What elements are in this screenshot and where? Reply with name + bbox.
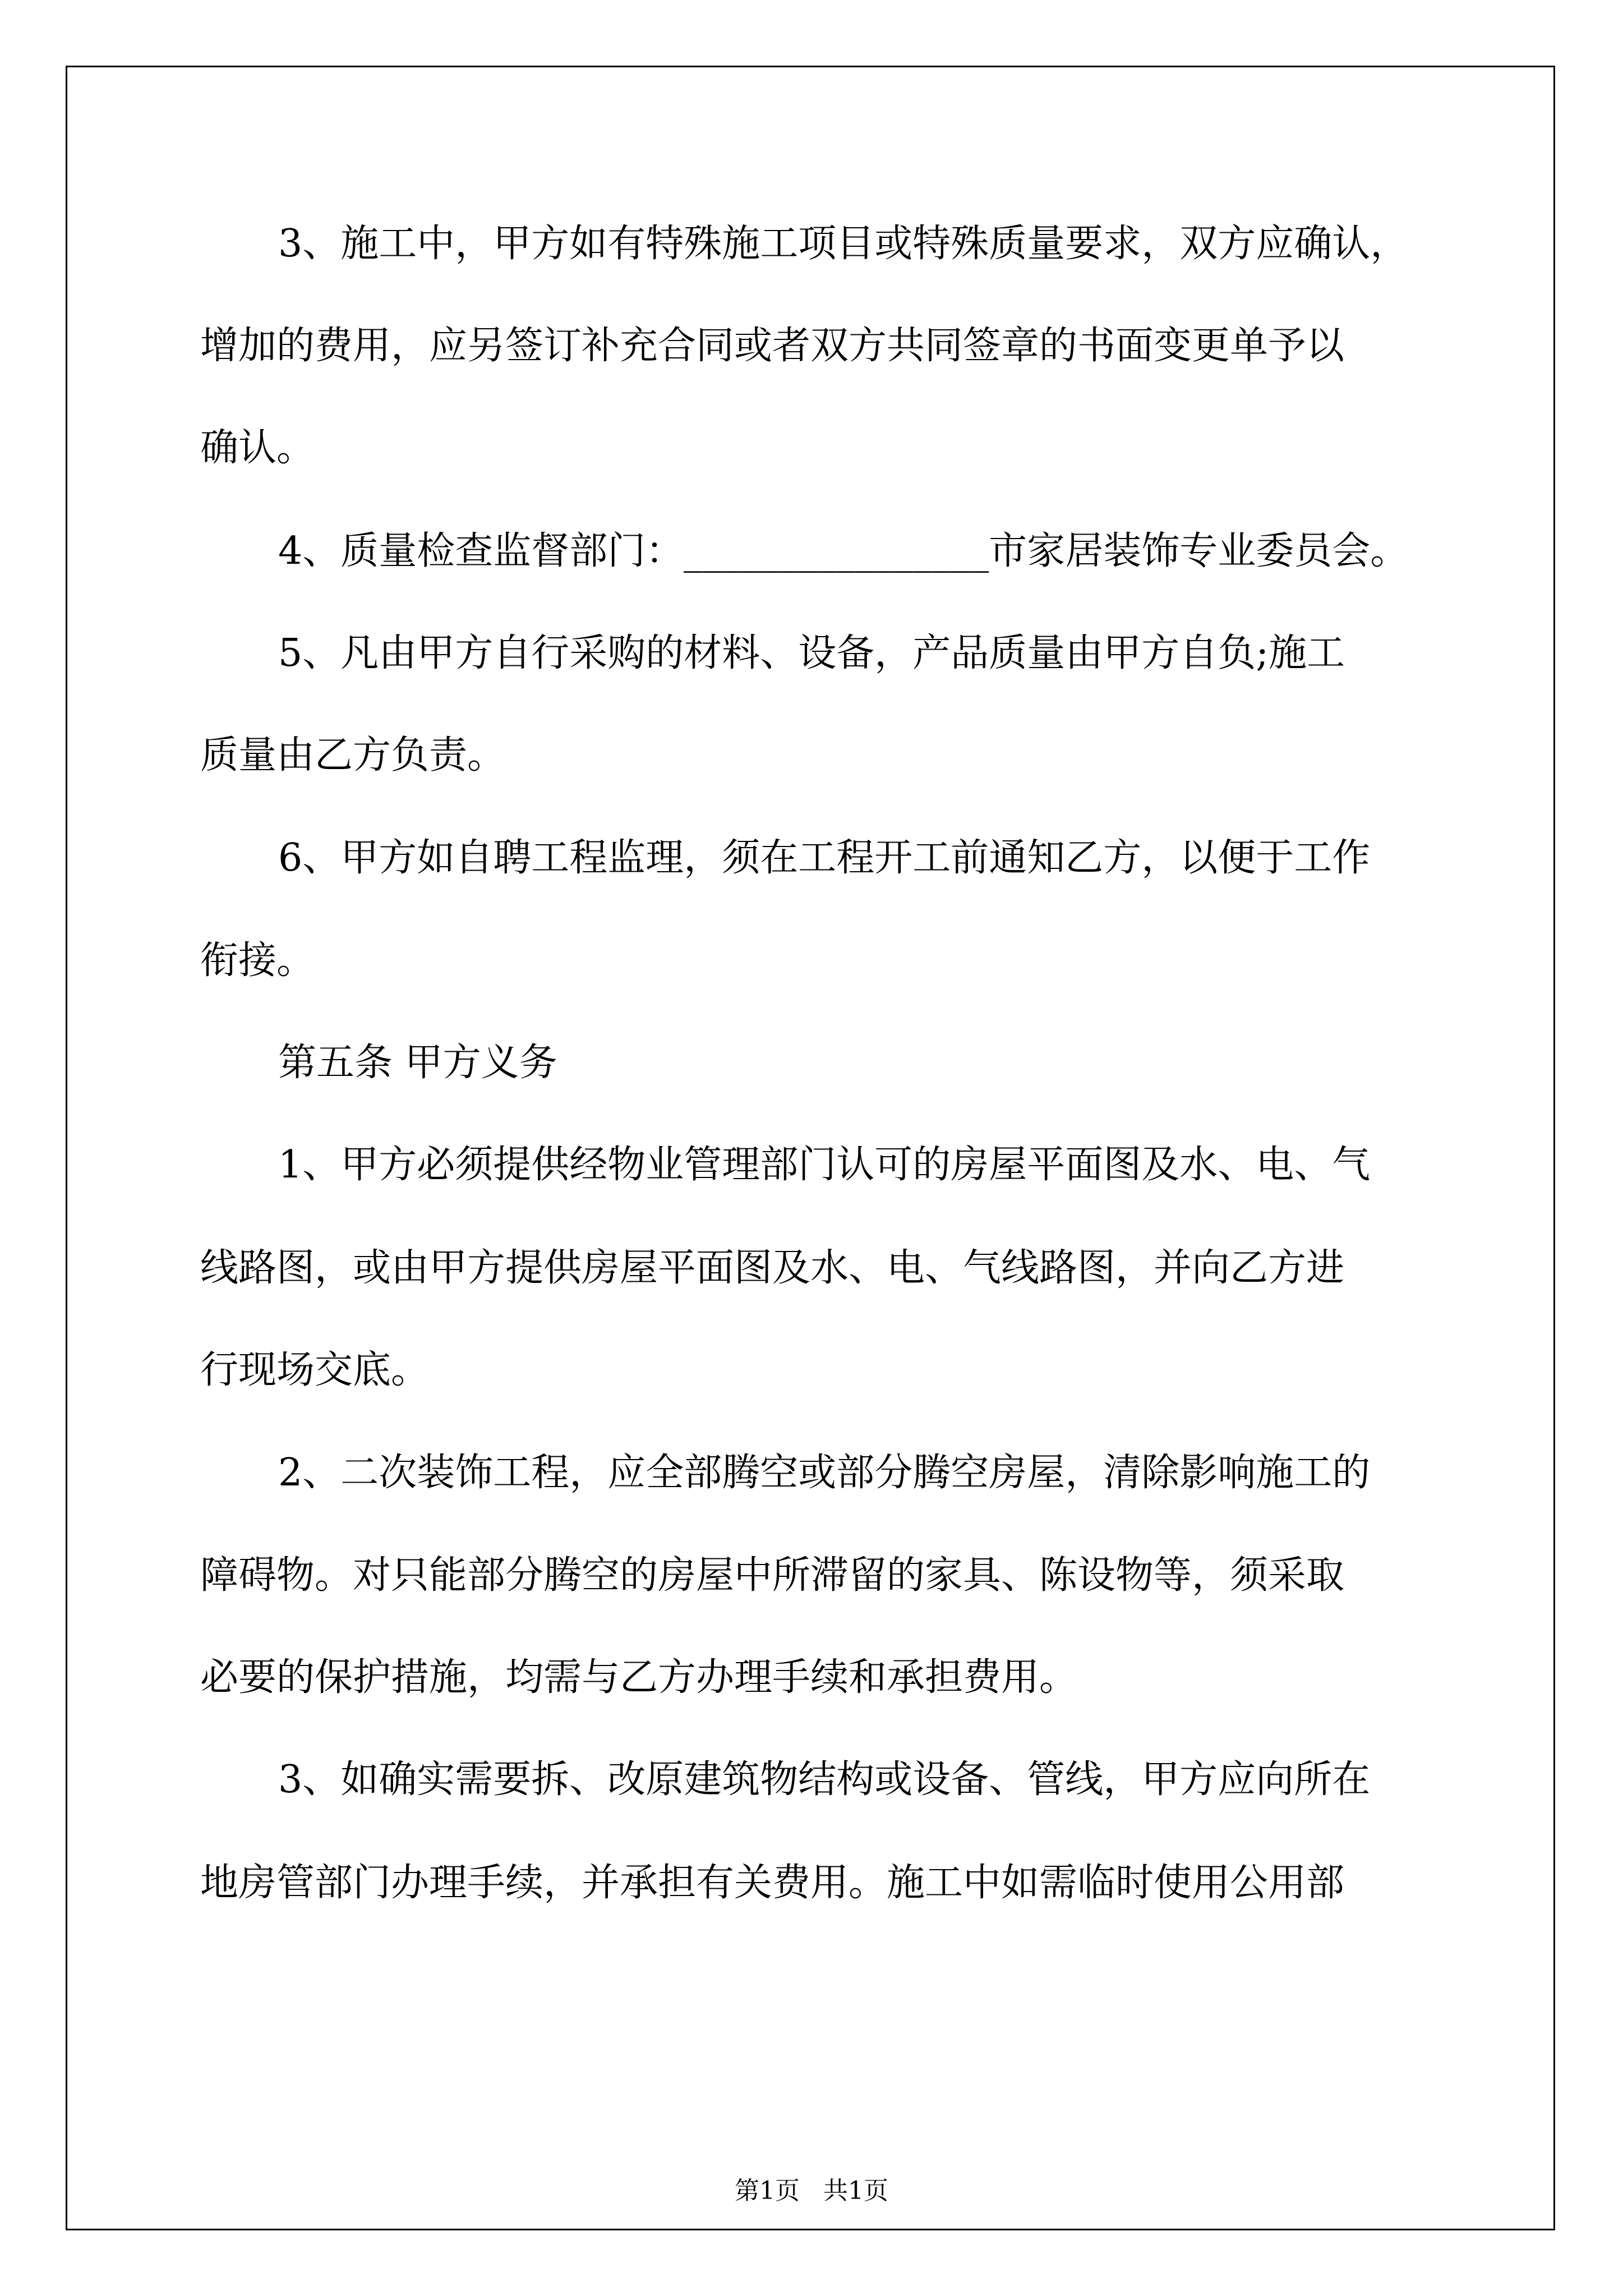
paragraph-line: 线路图，或由甲方提供房屋平面图及水、电、气线路图，并向乙方进 [200,1246,1345,1290]
paragraph-line: 1、甲方必须提供经物业管理部门认可的房屋平面图及水、电、气 [278,1143,1371,1187]
paragraph-line: 必要的保护措施，均需与乙方办理手续和承担费用。 [200,1655,1078,1700]
paragraph-line: 质量由乙方负责。 [200,733,506,777]
paragraph-line: 确认。 [200,426,315,470]
paragraph-line: 4、质量检查监督部门：________________市家居装饰专业委员会。 [278,529,1409,573]
section-heading: 第五条 甲方义务 [278,1041,557,1085]
paragraph-line: 增加的费用，应另签订补充合同或者双方共同签章的书面变更单予以 [200,324,1345,368]
paragraph-line: 障碍物。对只能部分腾空的房屋中所滞留的家具、陈设物等，须采取 [200,1553,1345,1598]
paragraph-line: 地房管部门办理手续，并承担有关费用。施工中如需临时使用公用部 [200,1861,1345,1905]
paragraph-line: 2、二次装饰工程，应全部腾空或部分腾空房屋，清除影响施工的 [278,1451,1371,1495]
paragraph-line: 3、施工中，甲方如有特殊施工项目或特殊质量要求，双方应确认， [278,222,1409,266]
paragraph-line: 衔接。 [200,938,315,983]
paragraph-line: 行现场交底。 [200,1348,430,1392]
page-footer: 第1页 共1页 [735,2177,888,2205]
paragraph-line: 5、凡由甲方自行采购的材料、设备，产品质量由甲方自负;施工 [278,631,1345,675]
paragraph-line: 3、如确实需要拆、改原建筑物结构或设备、管线，甲方应向所在 [278,1757,1371,1802]
paragraph-line: 6、甲方如自聘工程监理，须在工程开工前通知乙方，以便于工作 [278,836,1371,880]
